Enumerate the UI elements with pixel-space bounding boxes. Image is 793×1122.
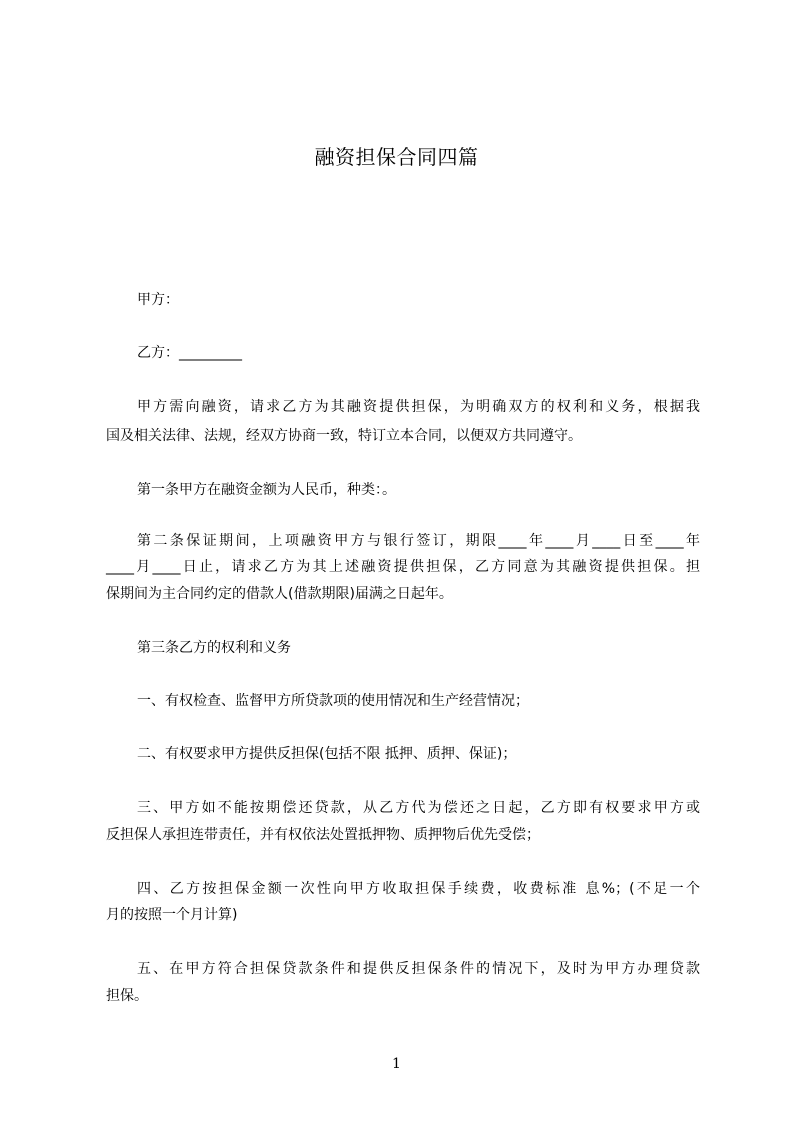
- article-3-item-2: 二、有权要求甲方提供反担保(包括不限 抵押、质押、保证)；: [137, 746, 517, 762]
- article-2-line-3: 保期间为主合同约定的借款人(借款期限)届满之日起年。: [106, 586, 453, 602]
- intro-line-2: 国及相关法律、法规，经双方协商一致，特订立本合同，以便双方共同遵守。: [106, 428, 582, 444]
- article-3-item-1: 一、有权检查、监督甲方所贷款项的使用情况和生产经营情况；: [137, 693, 529, 709]
- article-2-line-2: ____月____日止，请求乙方为其上述融资提供担保，乙方同意为其融资提供担保。担: [106, 559, 700, 575]
- intro-line-1: 甲方需向融资，请求乙方为其融资提供担保，为明确双方的权利和义务，根据我: [137, 399, 700, 415]
- article-1: 第一条甲方在融资金额为人民币，种类：。: [137, 482, 396, 498]
- article-3-item-4-line-1: 四、乙方按担保金额一次性向甲方收取担保手续费，收费标准 息%；(不足一个: [137, 881, 700, 897]
- party-a-line: 甲方：: [137, 292, 179, 308]
- party-b-line: 乙方：_________: [137, 345, 242, 361]
- article-3-item-3-line-1: 三、甲方如不能按期偿还贷款，从乙方代为偿还之日起，乙方即有权要求甲方或: [137, 800, 700, 816]
- page-number: 1: [392, 1056, 401, 1072]
- document-title: 融资担保合同四篇: [314, 145, 479, 169]
- article-3-item-5-line-2: 担保。: [106, 988, 148, 1004]
- article-3-heading: 第三条乙方的权利和义务: [137, 640, 291, 656]
- article-3-item-5-line-1: 五、在甲方符合担保贷款条件和提供反担保条件的情况下，及时为甲方办理贷款: [137, 961, 700, 977]
- article-2-line-1: 第二条保证期间，上项融资甲方与银行签订，期限____年____月____日至____年: [137, 533, 700, 549]
- article-3-item-3-line-2: 反担保人承担连带责任，并有权依法处置抵押物、质押物后优先受偿；: [106, 827, 540, 843]
- article-3-item-4-line-2: 月的按照一个月计算): [106, 907, 238, 923]
